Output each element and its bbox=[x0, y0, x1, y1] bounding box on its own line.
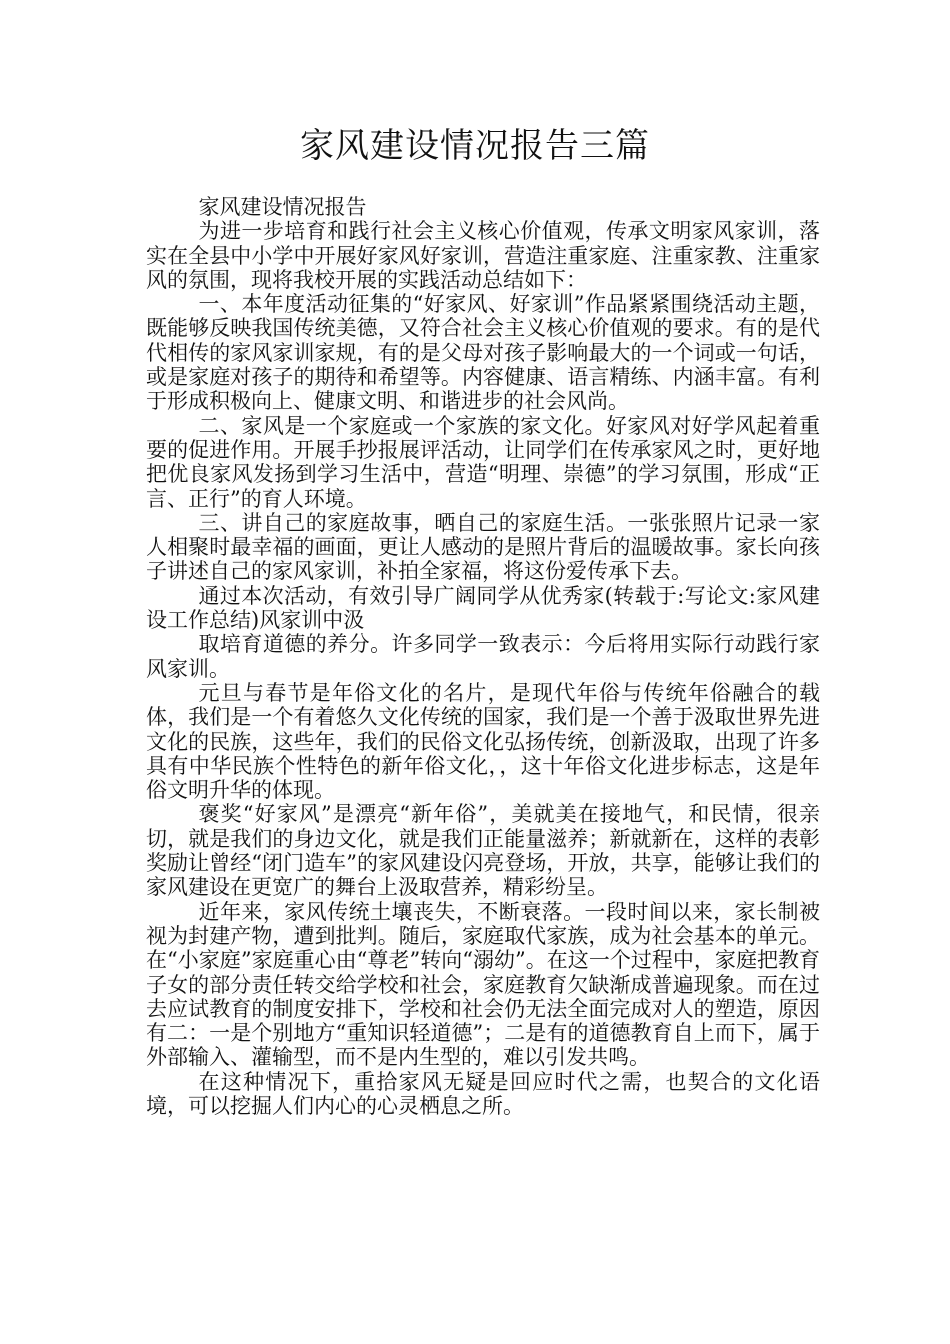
body-paragraph: 三、讲自己的家庭故事，晒自己的家庭生活。一张张照片记录一家人相聚时最幸福的画面，更让人感动的是照片背后的温暖故事。家长向孩子讲述自己的家风家训，补拍全家福，将这份爱传承下去。 bbox=[146, 510, 820, 584]
body-paragraph: 取培育道德的养分。许多同学一致表示：今后将用实际行动践行家风家训。 bbox=[146, 632, 820, 681]
body-paragraph: 一、本年度活动征集的“好家风、好家训”作品紧紧围绕活动主题，既能够反映我国传统美德，又符合社会主义核心价值观的要求。有的是代代相传的家风家训家规，有的是父母对孩子影响最大的一个词或一句话，或是家庭对孩子的期待和希望等。内容健康、语言精练、内涵丰富。有利于形成积极向上、健康文明、和谐进步的社会风尚。 bbox=[146, 292, 820, 414]
body-paragraph: 在这种情况下，重拾家风无疑是回应时代之需，也契合的文化语境，可以挖掘人们内心的心灵栖息之所。 bbox=[146, 1069, 820, 1118]
document-title: 家风建设情况报告三篇 bbox=[300, 126, 650, 166]
intro-paragraph: 为进一步培育和践行社会主义核心价值观，传承文明家风家训，落实在全县中小学中开展好家风好家训，营造注重家庭、注重家教、注重家风的氛围，现将我校开展的实践活动总结如下： bbox=[146, 219, 820, 292]
body-paragraph: 元旦与春节是年俗文化的名片，是现代年俗与传统年俗融合的载体，我们是一个有着悠久文化传统的国家，我们是一个善于汲取世界先进文化的民族，这些年，我们的民俗文化弘扬传统，创新汲取，出现了许多具有中华民族个性特色的新年俗文化，，这十年俗文化进步标志，这是年俗文明升华的体现。 bbox=[146, 680, 820, 803]
body-paragraph: 二、家风是一个家庭或一个家族的家文化。好家风对好学风起着重要的促进作用。开展手抄报展评活动，让同学们在传承家风之时，更好地把优良家风发扬到学习生活中，营造“明理、崇德”的学习氛围，形成“正言、正行”的育人环境。 bbox=[146, 413, 820, 511]
document-body bbox=[146, 195, 820, 1118]
subtitle-paragraph: 家风建设情况报告 bbox=[198, 195, 367, 219]
body-paragraph: 近年来，家风传统土壤丧失，不断衰落。一段时间以来，家长制被视为封建产物，遭到批判。随后，家庭取代家族，成为社会基本的单元。在“小家庭”家庭重心由“尊老”转向“溺幼”。在这一个过程中，家庭把教育子女的部分责任转交给学校和社会，家庭教育欠缺渐成普遍现象。而在过去应试教育的制度安排下，学校和社会仍无法全面完成对人的塑造，原因有二：一是个别地方“重知识轻道德”；二是有的道德教育自上而下，属于外部输入、灌输型，而不是内生型的，难以引发共鸣。 bbox=[146, 899, 820, 1070]
body-paragraph: 褒奖“好家风”是漂亮“新年俗”，美就美在接地气，和民情，很亲切，就是我们的身边文化，就是我们正能量滋养；新就新在，这样的表彰奖励让曾经“闭门造车”的家风建设闪亮登场，开放，共享，能够让我们的家风建设在更宽广的舞台上汲取营养，精彩纷呈。 bbox=[146, 802, 820, 900]
body-paragraph: 通过本次活动，有效引导广阔同学从优秀家(转载于:写论文:家风建设工作总结)风家训中汲 bbox=[146, 583, 820, 633]
